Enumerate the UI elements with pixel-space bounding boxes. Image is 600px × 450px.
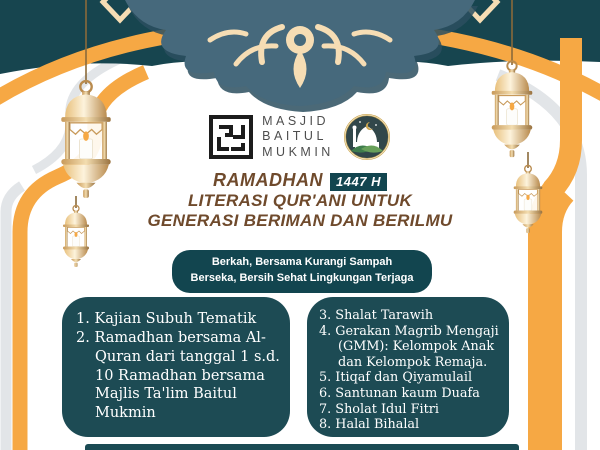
title-line-3: GENERASI BERIMAN DAN BERILMU [147, 211, 453, 231]
year-badge: 1447 H [330, 173, 387, 191]
program-item: 2. Ramadhan bersama Al-Quran dari tanggal 1 s.d. 10 Ramadhan bersama Majlis Ta'lim Baitul Mukmin [76, 329, 280, 422]
title-line-2: LITERASI QUR'ANI UNTUK [187, 191, 413, 210]
mosque-name-line3: MUKMIN [262, 144, 334, 159]
damask-medallion-ornament [125, 0, 478, 112]
kufic-calligraphy-logo-icon [209, 115, 253, 159]
logo-row [0, 113, 600, 161]
tagline-line2: Berseka, Bersih Sehat Lingkungan Terjaga [190, 271, 414, 284]
title-ramadhan: RAMADHAN [213, 170, 324, 190]
program-item: 6. Santunan kaum Duafa [319, 386, 480, 402]
mosque-name [262, 114, 334, 160]
program-card-right [307, 297, 509, 437]
program-item: 1. Kajian Subuh Tematik [76, 311, 257, 327]
program-item: 7. Sholat Idul Fitri [319, 401, 439, 417]
program-item: 4. Gerakan Magrib Mengaji (GMM): Kelompok Anak dan Kelompok Remaja. [319, 323, 499, 370]
poster-title [0, 170, 600, 232]
program-item: 8. Halal Bihalal [319, 417, 420, 433]
tagline-banner [172, 250, 432, 293]
title-line-1 [0, 170, 600, 191]
program-item: 5. Itiqaf dan Qiyamulail [319, 370, 473, 386]
mosque-emblem-icon [343, 113, 391, 161]
tagline-line1: Berkah, Bersama Kurangi Sampah [211, 256, 393, 268]
bottom-section-bar [85, 444, 519, 450]
mosque-name-line1: MASJID [262, 114, 329, 129]
mosque-name-line2: BAITUL [262, 129, 327, 144]
program-item: 3. Shalat Tarawih [319, 308, 434, 323]
program-card-left [62, 297, 290, 437]
